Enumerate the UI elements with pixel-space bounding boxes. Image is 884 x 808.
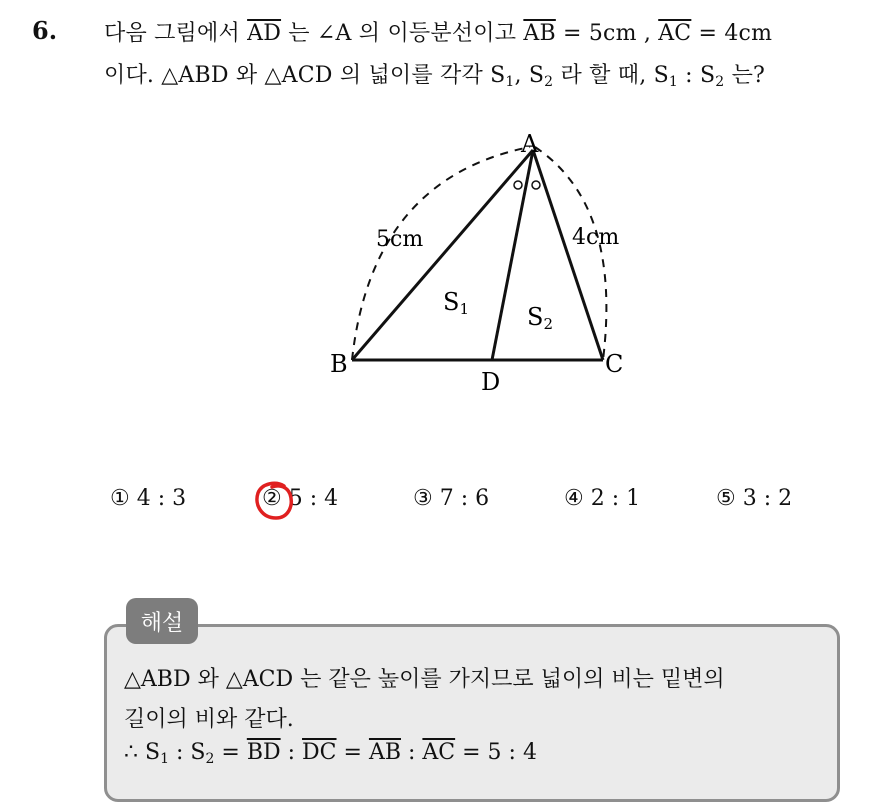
question-text-line1: 다음 그림에서 $\overline{AD}$ 는 ∠A 의 이등분선이고 $\overline{AB} = 5cm$ , $\overline{AC} = 4cm$: [104, 21, 773, 46]
explanation-line3: ∴ $S_1$ : $S_2 = \overline{BD}$ : $\overline{DC} = \overline{AB}$ : $\overline{AC} = 5$ : 4: [124, 740, 537, 767]
question-number: 6.: [32, 16, 58, 45]
segment-ac: $\overline{AC}$: [658, 21, 692, 46]
question-text-line2: 이다. △ABD 와 △ACD 의 넓이를 각각 $S_1$, $S_2$ 라 할 때, $S_1$ : $S_2$ 는?: [104, 63, 766, 90]
side-ab: [352, 150, 533, 360]
explanation-line2: 길이의 비와 같다.: [124, 707, 294, 732]
label-ac-length: 4cm: [572, 225, 620, 250]
label-s2: S2: [527, 303, 553, 333]
choice-1[interactable]: ① 4 : 3: [110, 486, 187, 511]
label-d: D: [481, 368, 501, 396]
angle-mark-right: [532, 181, 540, 189]
choice-4[interactable]: ④ 2 : 1: [564, 486, 641, 511]
label-a: A: [521, 130, 539, 158]
segment-ab: $\overline{AB}$: [523, 21, 556, 46]
explanation-tag: 해설: [126, 598, 198, 644]
label-c: C: [605, 350, 624, 378]
angle-mark-left: [514, 181, 522, 189]
label-b: B: [330, 350, 348, 378]
explanation-line1: △ABD 와 △ACD 는 같은 높이를 가지므로 넓이의 비는 밑변의: [124, 667, 725, 692]
choice-3[interactable]: ③ 7 : 6: [413, 486, 490, 511]
choice-5[interactable]: ⑤ 3 : 2: [716, 486, 793, 511]
choice-2[interactable]: ② 5 : 4: [262, 486, 339, 511]
label-ab-length: 5cm: [376, 227, 424, 252]
segment-ad: $\overline{AD}$: [247, 21, 282, 46]
answer-choices: [0, 486, 884, 526]
label-s1: S1: [443, 288, 469, 318]
answer-circle-mark: [252, 478, 298, 524]
